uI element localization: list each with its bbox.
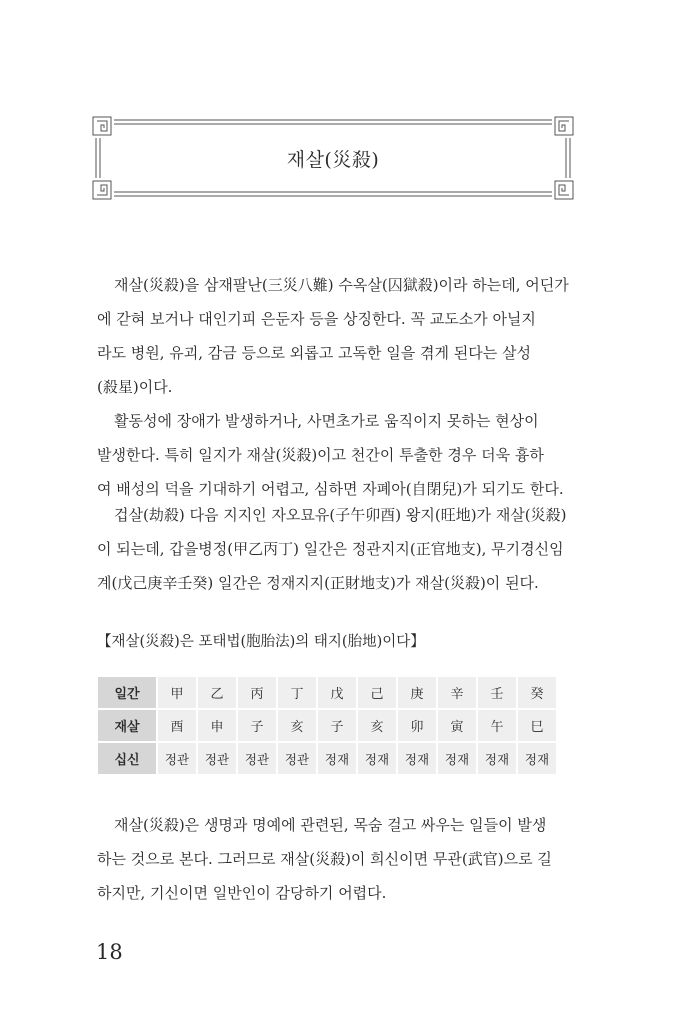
- paragraph-2: [97, 404, 579, 506]
- table-cell: 己: [358, 677, 396, 708]
- text-line: 하는 것으로 본다. 그러므로 재살(災殺)이 희신이면 무관(武官)으로 길: [97, 850, 552, 868]
- table-cell: 정관: [198, 743, 236, 774]
- paragraph-3: [97, 498, 579, 600]
- text-line: 발생한다. 특히 일지가 재살(災殺)이고 천간이 투출한 경우 더욱 흉하: [97, 446, 544, 464]
- table-row: [98, 743, 556, 774]
- paragraph-4: [97, 808, 579, 910]
- table-cell: 卯: [398, 710, 436, 741]
- table-cell: 丁: [278, 677, 316, 708]
- table-cell: 午: [478, 710, 516, 741]
- table-cell: 정재: [478, 743, 516, 774]
- table-cell: 정재: [438, 743, 476, 774]
- text-line: 라도 병원, 유괴, 감금 등으로 외롭고 고독한 일을 겪게 된다는 살성: [97, 344, 531, 362]
- table-cell: 辛: [438, 677, 476, 708]
- table-cell: 정관: [278, 743, 316, 774]
- text-line: 하지만, 기신이면 일반인이 감당하기 어렵다.: [97, 884, 387, 902]
- table-cell: 亥: [278, 710, 316, 741]
- table-cell: 酉: [158, 710, 196, 741]
- table-cell: 정재: [318, 743, 356, 774]
- table-cell: 子: [238, 710, 276, 741]
- text-line: 재살(災殺)은 생명과 명예에 관련된, 목숨 걸고 싸우는 일들이 발생: [114, 816, 547, 834]
- table-cell: 申: [198, 710, 236, 741]
- text-line: 여 배성의 덕을 기대하기 어렵고, 심하면 자폐아(自閉兒)가 되기도 한다.: [97, 480, 564, 498]
- text-line: 이 되는데, 갑을병정(甲乙丙丁) 일간은 정관지지(正官地支), 무기경신임: [97, 540, 564, 558]
- row-header: 재살: [98, 710, 156, 741]
- table-row: [98, 710, 556, 741]
- table-cell: 子: [318, 710, 356, 741]
- table-cell: 庚: [398, 677, 436, 708]
- table-cell: 정재: [518, 743, 556, 774]
- table-cell: 甲: [158, 677, 196, 708]
- page-number: 18: [96, 940, 123, 964]
- chapter-title: 재살(災殺): [286, 148, 380, 171]
- text-line: 겁살(劫殺) 다음 지지인 자오묘유(子午卯酉) 왕지(旺地)가 재살(災殺): [114, 506, 567, 524]
- chapter-title-frame: [92, 116, 574, 200]
- table-cell: 乙: [198, 677, 236, 708]
- table-cell: 정관: [238, 743, 276, 774]
- text-line: 재살(災殺)을 삼재팔난(三災八難) 수옥살(囚獄殺)이라 하는데, 어딘가: [114, 276, 569, 294]
- table-cell: 寅: [438, 710, 476, 741]
- table-cell: 戊: [318, 677, 356, 708]
- table-cell: 癸: [518, 677, 556, 708]
- table-cell: 丙: [238, 677, 276, 708]
- table-cell: 정재: [358, 743, 396, 774]
- text-line: 활동성에 장애가 발생하거나, 사면초가로 움직이지 못하는 현상이: [114, 412, 539, 430]
- table-cell: 巳: [518, 710, 556, 741]
- text-line: 에 갇혀 보거나 대인기피 은둔자 등을 상징한다. 꼭 교도소가 아닐지: [97, 310, 536, 328]
- table-cell: 亥: [358, 710, 396, 741]
- table-cell: 壬: [478, 677, 516, 708]
- paragraph-1: [97, 268, 579, 404]
- text-line: 계(戊己庚辛壬癸) 일간은 정재지지(正財地支)가 재살(災殺)이 된다.: [97, 574, 539, 592]
- text-line: (殺星)이다.: [97, 378, 173, 396]
- table-cell: 정관: [158, 743, 196, 774]
- table-row: [98, 677, 556, 708]
- table-caption: 【재살(災殺)은 포태법(胞胎法)의 태지(胎地)이다】: [97, 634, 425, 650]
- row-header: 십신: [98, 743, 156, 774]
- ganji-table: [96, 675, 558, 776]
- table-cell: 정재: [398, 743, 436, 774]
- row-header: 일간: [98, 677, 156, 708]
